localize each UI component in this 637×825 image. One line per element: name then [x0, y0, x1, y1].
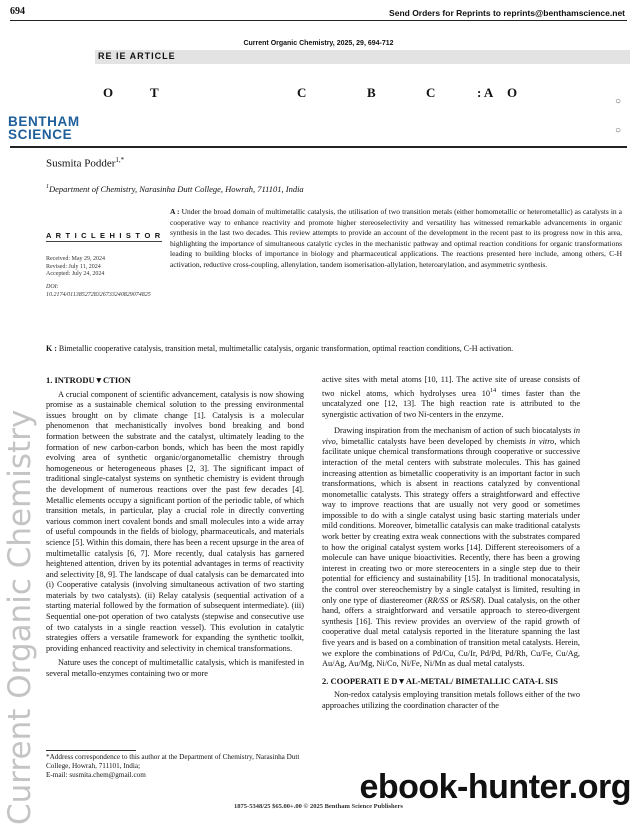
title-fragment: C [297, 85, 307, 100]
page-number: 694 [10, 6, 25, 17]
journal-side-banner: Current Organic Chemistry [2, 409, 38, 825]
abstract-text: Under the broad domain of multimetallic catalysis, the utilisation of two transition metals (either homometallic or heterometallic) as catalysts in a cooperative way to enhance reactivity and promote higher stereoselectivity and versatility has witnessed remarkable advancements in organic synthesis in the last two decades. This review attempts to provide an account of the development in the recent past to its progress now in this area, highlighting the importance of simultaneous catalytic cycles in the mechanistic pathway and optimal reaction conditions for organic transformations leading to building blocks of importance in biology and pharmaceutical applications. The reactions presented here include, among others, C-H activation, reductive cross-coupling, allenylation, tandem isomerisation-allylation, heteroarylation, and asymmetric synthesis. [170, 207, 623, 269]
footnote-rule [46, 750, 136, 751]
title-fragment: O [507, 85, 518, 100]
keywords-label: K : [46, 344, 57, 353]
title-fragment: C [426, 85, 436, 100]
article-history-dates [46, 256, 105, 279]
received-date: Received: May 29, 2024 [46, 256, 105, 262]
paragraph: A crucial component of scientific advancement, catalysis is now showing promise as a sustainable chemical solution to the pressing environmental issues brought on by climate change [1]. Catalysis is a molecular phenomenon that mechanistically involves bond breaking and bond formation between the substrate and the catalyst, ultimately leading to the formation of new carbon-carbon bonds, which has been the most rapidly evolving area of synthetic organic/organometallic chemistry through homogeneous or heterogeneous phases [2, 3]. The significant impact of traditional single-catalyst systems on synthetic chemistry is evident through the development of numerous reactions over the past few decades [4]. Metallic elements occupy a significant portion of the periodic table, of which transition metals, in particular, play a crucial role in directly converting various common inert covalent bonds and small molecules into a wide array of useful compounds in the fields of biology, pharmaceuticals, and materials science [5]. Within this domain, there has been a recent upsurge in the area of multimetallic catalysis [6, 7]. More recently, dual catalysis has garnered heightened attention, driven by its potential advantages in terms of reactivity and selectivity [8, 9]. The landscape of dual catalysis can be demarcated into (i) Cooperative catalysis (involving simultaneous activation of two starting materials by two catalysts). (ii) Relay catalysis (sequential activation of a starting material followed by the formation of subsequent intermediate). (iii) Sequential one-pot operation of two catalysts (stepwise and consecutive use of two catalysts in a single reaction vessel). This evolution in catalytic strategies offers a versatile framework for expanding the synthetic toolkit, providing enhanced reactivity and selectivity in chemical transformations. [46, 389, 304, 653]
article-title [95, 85, 630, 107]
article-type: RE IE ARTICLE [98, 51, 176, 61]
publisher-logo [8, 115, 90, 141]
paragraph: Nature uses the concept of multimetallic catalysis, which is manifested in several metallo-enzymes containing two or more [46, 658, 304, 679]
title-fragment: O [103, 85, 114, 100]
abstract [170, 207, 622, 271]
logo-line: BENTHAM [8, 114, 80, 129]
header-rule [10, 20, 627, 21]
right-column [322, 375, 580, 712]
abstract-label: A : [170, 207, 180, 216]
footnote-email[interactable]: E-mail: susmita.chem@gmail.com [46, 771, 146, 779]
affiliation-superscript: 1 [46, 184, 49, 191]
journal-reference: Current Organic Chemistry, 2025, 29, 694-712 [243, 40, 394, 47]
history-rule [46, 241, 162, 242]
affiliation: $^1$Department of Chemistry, Narasinha Dutt College, Howrah, 711101, India [46, 184, 304, 194]
keywords-text: Bimetallic cooperative catalysis, transition metal, multimetallic catalysis, organic transformation, optimal reaction conditions, C-H activation. [58, 344, 514, 353]
title-fragment: B [367, 85, 376, 100]
correspondence-footnote [46, 753, 304, 780]
crossmark-icon[interactable]: ○ [615, 96, 622, 107]
watermark: ebook-hunter.org [359, 768, 631, 806]
footnote-text: *Address correspondence to this author at the Department of Chemistry, Narasinha Dutt College, Howrah, 711101, India; [46, 753, 300, 770]
paragraph: Drawing inspiration from the mechanism of action of such biocatalysts in vivo, bimetallic catalysts have been developed by chemists in vitro, which facilitate unique chemical transformations through cooperative or successive interaction of the metal centers with substrate molecules. This has gained increasing attention as bimetallic cooperativity is an important factor in such transformations, which is absent in reactions catalyzed by conventional monometallic catalysts. This strategy offers a straightforward and effective way to improve reactions that are usually not very good or sometimes impossible to do with a single catalyst using basic starting materials under mild conditions. Moreover, bimetallic catalysis can make traditional catalysts work better by creating extra weak connections with the substrates compared to how the original catalyst system works [14]. Different stereoisomers of a molecule can have unique bioactivities. Recently, there has been a growing interest in creating two or more stereocenters in a single step due to their potential for efficiency and sustainability [15]. In traditional monocatalysis, the control over stereochemistry by a single catalyst is limited, resulting in only one type of diastereomer (RR/SS or RS/SR). Dual catalysis, on the other hand, offers a straightforward and versatile approach to stereo-divergent synthesis [16]. This review provides an overview of the rapid growth of cooperative dual metal catalysis reported in the literature spanning the last five years and is based on a combination of transition metal catalysts. Herein, we explore the combinations of Pd/Cu, Cu/Ir, Pd/Pd, Pd/Rh, Cu/Fe, Cu/Ag, Au/Ag, Au/Mg, Ni/Co, Ni/Fe, Ni/Mn as dual metal catalysts. [322, 426, 581, 669]
paragraph: Non-redox catalysis employing transition metals follows either of the two approaches utilizing the coordination character of the [322, 690, 580, 710]
open-access-icon[interactable]: ○ [615, 125, 622, 136]
section-title: 2. COOPERATI E D▼AL-METAL/ BIMETALLIC CATA-L SIS [322, 675, 558, 686]
section-title: 1. INTRODU▼CTION [46, 375, 131, 385]
accepted-date: Accepted: July 24, 2024 [46, 271, 105, 277]
author-superscript: 1,* [115, 156, 125, 164]
doi-value[interactable]: 10.2174/0113852728326733240829074825 [46, 291, 151, 298]
logo-line: SCIENCE [8, 127, 73, 142]
paragraph: active sites with metal atoms [10, 11]. The active site of urease consists of two nickel atoms, which hydrolyses urea $10^{14}$ times faster than the uncatalyzed one [12, 13]. The high reaction rate is attributed to the synergistic activation of two Ni-centers in the enzyme. [322, 375, 581, 419]
keywords [46, 343, 630, 354]
author-name: Susmita Podder$^{1,*}$ [46, 156, 125, 170]
issn-line: 1875-5348/25 $65.00+.00 © 2025 Bentham Science Publishers [234, 803, 403, 810]
reprints-notice: Send Orders for Reprints to reprints@benthamscience.net [389, 8, 625, 18]
title-fragment: : A [477, 85, 494, 100]
doi-label: DOI: [46, 284, 59, 290]
title-rule [10, 146, 627, 148]
article-history-heading: A R T I C L E H I S T O R [46, 231, 162, 240]
doi-block[interactable] [46, 284, 151, 299]
article-type-bar [95, 50, 630, 64]
left-column [46, 375, 304, 680]
title-fragment: T [150, 85, 159, 100]
revised-date: Revised: July 11, 2024 [46, 263, 101, 270]
